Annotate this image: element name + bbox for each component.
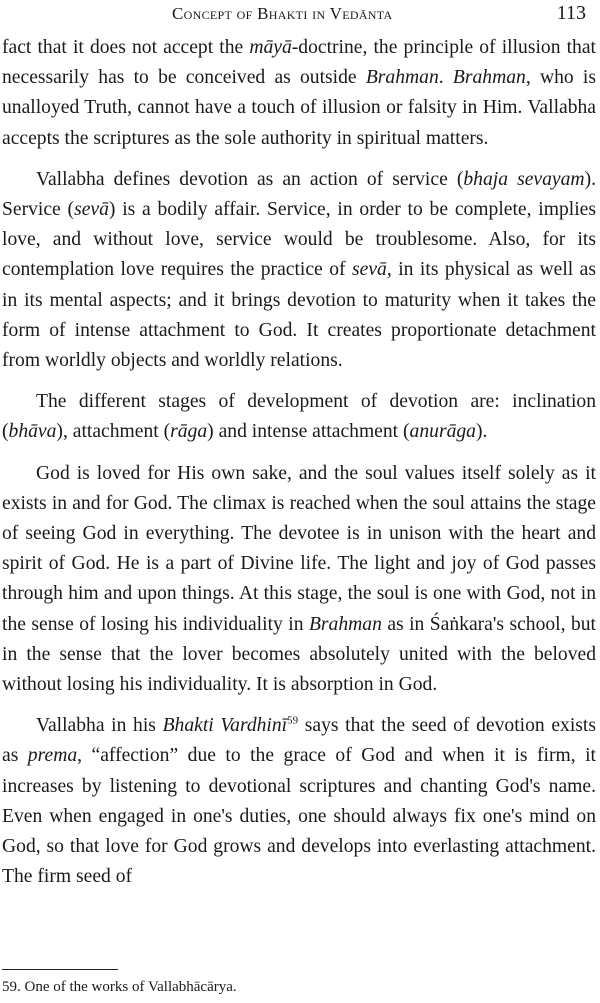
paragraph-2: Vallabha defines devotion as an action of service (bhaja sevayam). Service (sevā) is a bodily affair. Service, in order to be complete, implies love, and without love, service would be troublesome. Also, for its contemplation love requires the practice of sevā, in its physical as well as in its mental aspects; and it brings devotion to maturity when it takes the form of intense attachment to God. It creates proportionate detachment from worldly objects and worldly relations. bbox=[2, 168, 596, 372]
paragraph-3: The different stages of development of devotion are: inclination (bhāva), attachment (rāga) and intense attachment (anurāga). bbox=[2, 391, 596, 443]
footnote-marker[interactable]: 59 bbox=[287, 714, 299, 727]
term-bhava: bhāva bbox=[8, 421, 57, 443]
term-seva: sevā bbox=[74, 199, 109, 221]
page-header bbox=[0, 2, 600, 28]
term-bhakti-vardhini: Bhakti Vardhinī bbox=[162, 715, 288, 737]
page-number: 113 bbox=[556, 2, 586, 24]
footnote: 59. One of the works of Vallabhācārya. bbox=[2, 979, 237, 995]
paragraph-5: Vallabha in his Bhakti Vardhinī$^{59}$ says that the seed of devotion exists as prema, “affection” due to the grace of God and when it is firm, it increases by listening to devotional scriptures and chanting God's name. Even when engaged in one's duties, one should always fix one's mind on God, so that love for God grows and develops into everlasting attachment. The firm seed of bbox=[2, 714, 596, 888]
paragraph-1: fact that it does not accept the māyā-doctrine, the principle of illusion that necessarily has to be conceived as outside Brahman. Brahman, who is unalloyed Truth, cannot have a touch of illusion or falsity in Him. Vallabha accepts the scriptures as the sole authority in spiritual matters. bbox=[2, 37, 596, 149]
term-seva: sevā bbox=[352, 259, 387, 281]
term-bhaja-sevayam: bhaja sevayam bbox=[463, 168, 585, 190]
running-title: Concept of Bhakti in Vedānta bbox=[172, 4, 393, 23]
term-brahman: Brahman bbox=[365, 67, 439, 89]
term-brahman: Brahman bbox=[452, 67, 526, 89]
body-text bbox=[2, 33, 596, 892]
term-maya: māyā bbox=[249, 37, 292, 58]
footnote-rule bbox=[2, 969, 118, 970]
term-brahman: Brahman bbox=[308, 613, 382, 635]
term-raga: rāga bbox=[170, 421, 208, 443]
term-prema: prema bbox=[27, 745, 78, 767]
term-anuraga: anurāga bbox=[409, 421, 476, 443]
paragraph-4: God is loved for His own sake, and the soul values itself solely as it exists in and for God. The climax is reached when the soul attains the stage of seeing God in everything. The devotee is in unison with the heart and spirit of God. He is a part of Divine life. The light and joy of God passes through him and upon things. At this stage, the soul is one with God, not in the sense of losing his individuality in Brahman as in Śaṅkara's school, but in the sense that the lover becomes absolutely united with the beloved without losing his individuality. It is absorption in God. bbox=[2, 462, 596, 696]
